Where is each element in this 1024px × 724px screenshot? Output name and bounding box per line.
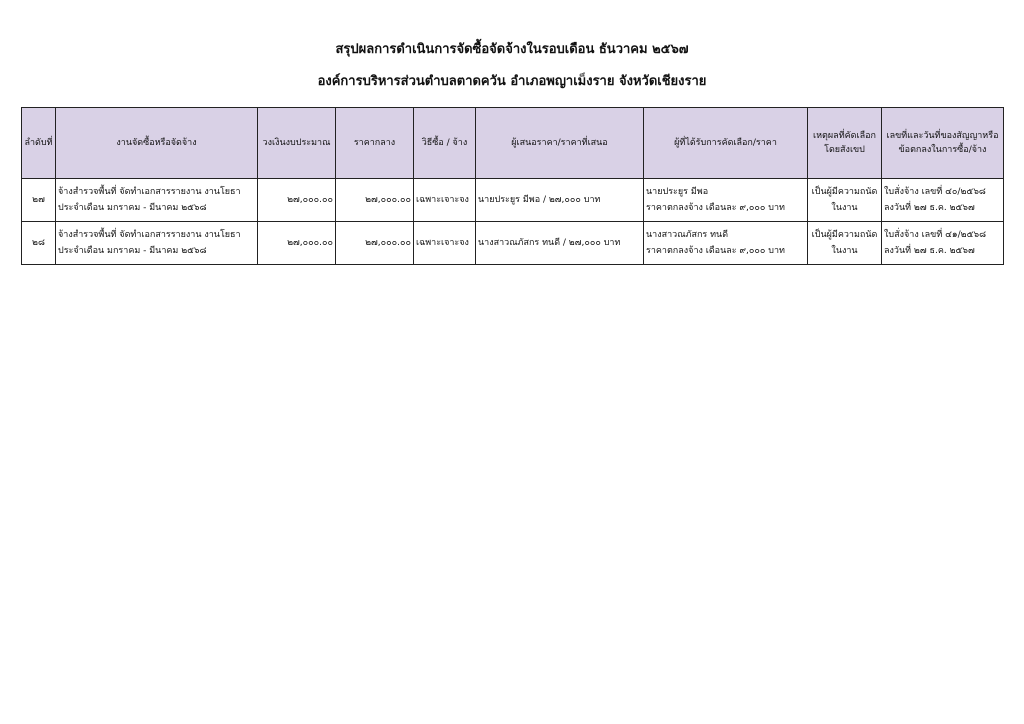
row-bidder: นางสาวณภัสกร ทนดี / ๒๗,๐๐๐ บาท: [476, 222, 644, 265]
document-title: สรุปผลการดำเนินการจัดซื้อจัดจ้างในรอบเดือน ธันวาคม ๒๕๖๗: [335, 42, 689, 57]
row-method: เฉพาะเจาะจง: [414, 179, 476, 222]
row-contract-date: ลงวันที่ ๒๗ ธ.ค. ๒๕๖๗: [884, 203, 975, 213]
row-contract: [882, 222, 1004, 265]
row-contract-no: ใบสั่งจ้าง เลขที่ ๔๐/๒๕๖๘: [884, 187, 986, 197]
row-method: เฉพาะเจาะจง: [414, 222, 476, 265]
row-no: ๒๘: [22, 222, 56, 265]
col-header-budget: วงเงินงบประมาณ: [258, 108, 336, 179]
table-row: [22, 222, 1004, 265]
col-header-task: งานจัดซื้อหรือจัดจ้าง: [56, 108, 258, 179]
row-winner-price: ราคาตกลงจ้าง เดือนละ ๙,๐๐๐ บาท: [646, 203, 785, 213]
row-reason: เป็นผู้มีความถนัดในงาน: [808, 179, 882, 222]
table-row: [22, 179, 1004, 222]
row-winner: [644, 179, 808, 222]
row-budget: ๒๗,๐๐๐.๐๐: [258, 222, 336, 265]
row-winner-name: นางสาวณภัสกร ทนดี: [646, 230, 729, 240]
row-contract: [882, 179, 1004, 222]
row-reason: เป็นผู้มีความถนัดในงาน: [808, 222, 882, 265]
row-winner-price: ราคาตกลงจ้าง เดือนละ ๙,๐๐๐ บาท: [646, 246, 785, 256]
row-budget: ๒๗,๐๐๐.๐๐: [258, 179, 336, 222]
col-header-bidder: ผู้เสนอราคา/ราคาที่เสนอ: [476, 108, 644, 179]
col-header-method: วิธีซื้อ / จ้าง: [414, 108, 476, 179]
table-header-row: [22, 108, 1004, 179]
row-task: จ้างสำรวจพื้นที่ จัดทำเอกสารรายงาน งานโยธา ประจำเดือน มกราคม - มีนาคม ๒๕๖๘: [56, 179, 258, 222]
row-task: จ้างสำรวจพื้นที่ จัดทำเอกสารรายงาน งานโยธา ประจำเดือน มกราคม - มีนาคม ๒๕๖๘: [56, 222, 258, 265]
row-contract-no: ใบสั่งจ้าง เลขที่ ๔๑/๒๕๖๘: [884, 230, 987, 240]
row-median-price: ๒๗,๐๐๐.๐๐: [336, 222, 414, 265]
col-header-median-price: ราคากลาง: [336, 108, 414, 179]
col-header-winner: ผู้ที่ได้รับการคัดเลือก/ราคา: [644, 108, 808, 179]
col-header-reason: เหตุผลที่คัดเลือกโดยสังเขป: [808, 108, 882, 179]
row-contract-date: ลงวันที่ ๒๗ ธ.ค. ๒๕๖๗: [884, 246, 975, 256]
organization-subtitle: องค์การบริหารส่วนตำบลตาดควัน อำเภอพญาเม็งราย จังหวัดเชียงราย: [317, 74, 707, 89]
procurement-summary-table: [21, 107, 1004, 265]
row-winner-name: นายประยูร มีพอ: [646, 187, 709, 197]
col-header-contract: เลขที่และวันที่ของสัญญาหรือข้อตกลงในการซื้อ/จ้าง: [882, 108, 1004, 179]
col-header-no: ลำดับที่: [22, 108, 56, 179]
row-no: ๒๗: [22, 179, 56, 222]
row-median-price: ๒๗,๐๐๐.๐๐: [336, 179, 414, 222]
row-bidder: นายประยูร มีพอ / ๒๗,๐๐๐ บาท: [476, 179, 644, 222]
row-winner: [644, 222, 808, 265]
